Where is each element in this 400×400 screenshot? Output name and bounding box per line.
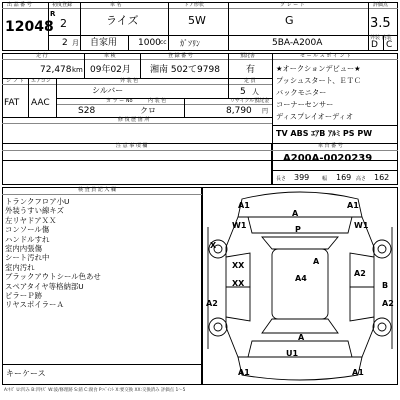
exterior-grade: D bbox=[371, 40, 378, 50]
width-value: 169 bbox=[336, 173, 352, 182]
color-no-label: カ ラ ー No bbox=[106, 98, 133, 104]
recycle-status: 有 bbox=[246, 65, 256, 75]
recycle-unit: 円 bbox=[262, 108, 269, 115]
damage-mark: A2 bbox=[382, 299, 394, 308]
exterior-color-value: シルバー bbox=[92, 86, 124, 95]
note-item: 室内汚れ bbox=[5, 262, 35, 272]
prev-repair-label: 修 復 歴 箇 所 bbox=[118, 117, 150, 123]
era-letter: R bbox=[50, 10, 56, 18]
damage-mark: W1 bbox=[354, 221, 369, 230]
sales-point-3: バックモニター bbox=[276, 88, 327, 97]
interior-color-value: クロ bbox=[140, 106, 156, 115]
note-item: コンソール傷 bbox=[5, 225, 50, 235]
color-no-value: S28 bbox=[78, 106, 96, 116]
damage-mark: A1 bbox=[238, 201, 250, 210]
equipment-list: TV ABS ｴｱB ｱﾙﾐ PS PW bbox=[276, 129, 373, 138]
note-item: ブラックアウトシール色あせ bbox=[5, 272, 101, 282]
footer-legend: A:ｷｽﾞ U:凹み B:凹ｷｽﾞ W:波/修理跡 S:錆 C:腐食 P:ﾍﾟｲﾝﾄ X:要交換 XX:交換済み 評価点 1〜5 bbox=[4, 388, 186, 393]
width-label: 幅 bbox=[322, 176, 328, 182]
grade-value: G bbox=[285, 14, 294, 27]
capacity-unit: 人 bbox=[252, 88, 259, 96]
damage-mark: A4 bbox=[295, 274, 307, 283]
mileage-label: 走 行 bbox=[36, 53, 48, 59]
height-label: 高さ bbox=[356, 176, 367, 182]
shift-value: FAT bbox=[4, 98, 20, 108]
height-value: 162 bbox=[374, 173, 390, 182]
fuel-value: ｶﾞｿﾘﾝ bbox=[180, 39, 200, 48]
inspection-label: 車 検 bbox=[104, 53, 116, 59]
year-value: 2 bbox=[60, 17, 67, 30]
ext-int-label: 外装 内装 bbox=[370, 35, 392, 41]
damage-mark: XX bbox=[232, 261, 245, 270]
note-item: 外装うすい線キズ bbox=[5, 206, 64, 216]
length-value: 399 bbox=[294, 173, 310, 182]
inspector-notes-label: 検 査 員 記 入 欄 bbox=[78, 187, 116, 193]
ac-value: AAC bbox=[31, 98, 50, 108]
recycle-fee-label: リサイクル預託金 bbox=[230, 98, 270, 104]
mileage-unit: km bbox=[72, 66, 83, 74]
name-label: 車 名 bbox=[110, 2, 122, 8]
grade-label: グ レ ー ド bbox=[280, 2, 305, 8]
model-value: 5BA-A200A bbox=[272, 38, 323, 48]
damage-mark: A2 bbox=[354, 269, 366, 278]
damage-mark: A bbox=[298, 333, 305, 342]
ac-label: エアコン bbox=[31, 78, 51, 84]
damage-mark: U1 bbox=[286, 349, 299, 358]
lot-label: 出 品 番 号 bbox=[7, 2, 32, 8]
damage-mark: A1 bbox=[352, 368, 364, 377]
sales-point-4: コーナーセンサー bbox=[276, 100, 334, 109]
damage-mark: A bbox=[292, 209, 299, 218]
damage-mark: A2 bbox=[206, 299, 218, 308]
sales-point-1: ★オークションデビュー★ bbox=[276, 64, 361, 73]
damage-mark: X bbox=[210, 241, 217, 250]
displacement-value: 1000 bbox=[138, 38, 161, 48]
score-value: 3.5 bbox=[370, 16, 391, 31]
damage-mark: XX bbox=[232, 279, 245, 288]
year-label: 初度登録 bbox=[52, 2, 73, 8]
exterior-color-label: 外 装 色 bbox=[120, 78, 139, 84]
interior-grade: C bbox=[386, 40, 393, 50]
chassis-number: A200A-0020239 bbox=[283, 153, 373, 164]
month-unit: 月 bbox=[72, 39, 79, 47]
remarks-label: 注 意 事 項 欄 bbox=[116, 143, 148, 149]
interior-color-label: 内 装 色 bbox=[148, 98, 167, 104]
sales-points-label: セ ー ル ス ポ イ ン ト bbox=[300, 53, 352, 59]
wheel-front-left bbox=[209, 318, 227, 336]
front-outline bbox=[238, 357, 362, 380]
recycle-fee-value: 8,790 bbox=[226, 106, 252, 116]
capacity-label: 定 員 bbox=[244, 78, 256, 84]
capacity-value: 5 bbox=[240, 87, 246, 97]
recycle-label: 預託書 bbox=[240, 53, 256, 59]
note-item: ハンドルすれ bbox=[5, 234, 50, 244]
note-item: 室内内張傷 bbox=[5, 244, 42, 254]
inspection-value: 09年02月 bbox=[90, 65, 131, 75]
mileage-value: 72,478 bbox=[40, 65, 72, 75]
doors-value: 5W bbox=[188, 14, 206, 27]
sales-point-2: プッシュスタート、ＥＴＣ bbox=[276, 76, 361, 85]
score-label: 評価点 bbox=[373, 2, 389, 8]
note-item: シート汚れ中 bbox=[5, 253, 50, 263]
lot-number: 12048 bbox=[5, 19, 54, 35]
cc-unit: cc bbox=[160, 39, 167, 46]
damage-mark: A1 bbox=[347, 201, 359, 210]
wheel-rear-right bbox=[373, 240, 391, 258]
damage-mark: A bbox=[313, 257, 320, 266]
doors-label: ドア形状 bbox=[184, 2, 204, 8]
note-item: 左リヤドアＸＸ bbox=[5, 215, 57, 225]
damage-mark: P bbox=[295, 225, 301, 234]
rear-outline bbox=[238, 192, 362, 217]
length-label: 長さ bbox=[276, 176, 287, 182]
plate-value: 湘南 502て9798 bbox=[150, 65, 220, 75]
use-value: 自家用 bbox=[90, 38, 118, 48]
shift-label: シ フ ト bbox=[6, 78, 25, 84]
note-item: リヤスポイラーＡ bbox=[5, 300, 64, 310]
note-item: ピラーＰ跡 bbox=[5, 291, 42, 301]
month-value: 2 bbox=[62, 38, 68, 48]
car-name: ライズ bbox=[106, 14, 139, 27]
roof-panel bbox=[272, 249, 328, 319]
damage-mark: A1 bbox=[238, 368, 250, 377]
note-item: スペアタイヤ等格納部U bbox=[5, 281, 84, 291]
chassis-label: 車 台 番 号 bbox=[318, 143, 343, 149]
inspector-notes-list bbox=[5, 197, 200, 310]
keycase-note: キーケース bbox=[6, 369, 46, 378]
sales-point-5: ディスプレイオーディオ bbox=[276, 112, 354, 121]
plate-label: 登 録 番 号 bbox=[168, 53, 193, 59]
damage-mark: W1 bbox=[232, 221, 247, 230]
damage-mark: B bbox=[382, 281, 389, 290]
note-item: トランクフロア小U bbox=[5, 197, 70, 206]
wheel-front-right bbox=[373, 318, 391, 336]
